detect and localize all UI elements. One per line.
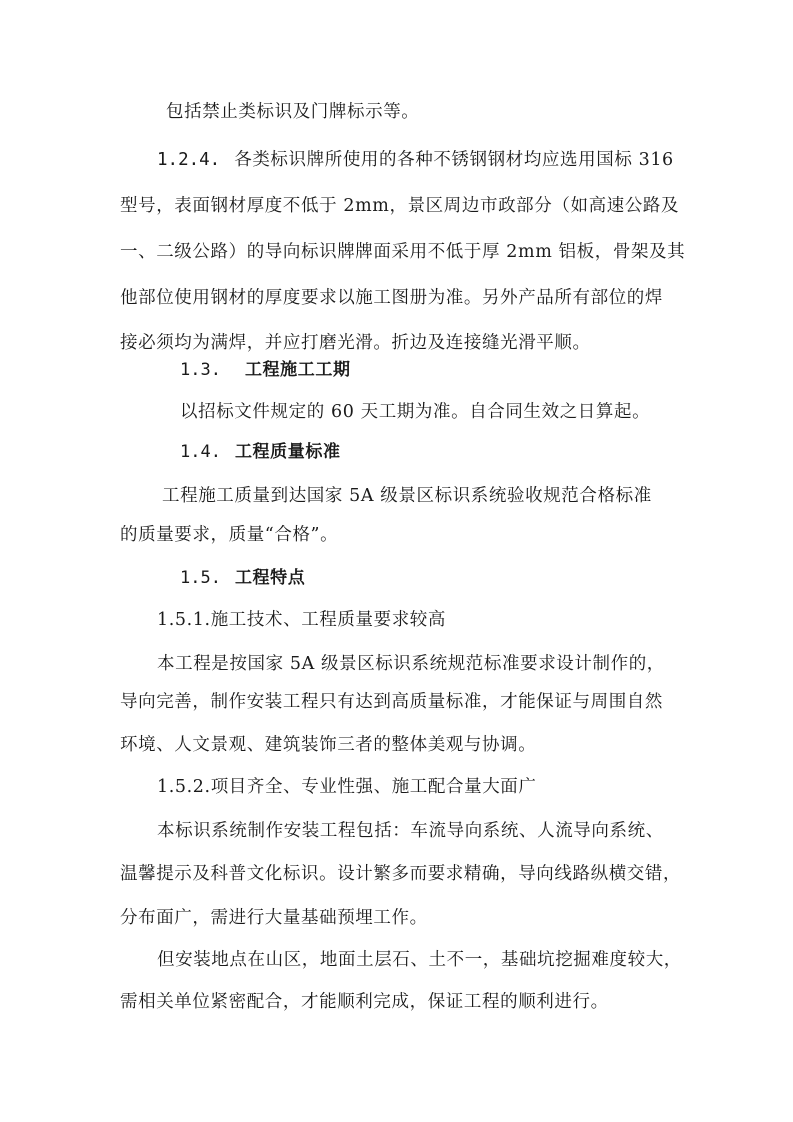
- section-1-2-4-line: 型号，表面钢材厚度不低于 2mm，景区周边市政部分（如高速公路及: [120, 196, 680, 216]
- section-number: 1.4.: [180, 442, 221, 462]
- section-1-4-heading: [180, 440, 341, 464]
- section-1-4-line: 的质量要求，质量“合格”。: [120, 525, 339, 545]
- section-text: 各类标识牌所使用的各种不锈钢钢材均应选用国标 316: [234, 150, 674, 170]
- section-number: 1.3.: [180, 360, 221, 380]
- section-1-3-body: 以招标文件规定的 60 天工期为准。自合同生效之日算起。: [180, 402, 651, 422]
- section-1-2-4-line: 一、二级公路）的导向标识牌牌面采用不低于厚 2mm 铝板，骨架及其: [120, 242, 686, 262]
- section-title: 工程质量标准: [234, 442, 341, 462]
- section-1-3-heading: [180, 358, 351, 382]
- subsection-1-5-2-heading: 1.5.2.项目齐全、专业性强、施工配合量大面广: [157, 777, 537, 797]
- section-1-2-4-line: 接必须均为满焊，并应打磨光滑。折边及连接缝光滑平顺。: [120, 333, 591, 353]
- subsection-1-5-1-heading: 1.5.1.施工技术、工程质量要求较高: [157, 610, 446, 630]
- subsection-1-5-1-line: 本工程是按国家 5A 级景区标识系统规范标准要求设计制作的，: [157, 654, 665, 674]
- subsection-1-5-2-para-2-line: 需相关单位紧密配合，才能顺利完成，保证工程的顺利进行。: [120, 992, 609, 1012]
- section-1-4-line: 工程施工质量到达国家 5A 级景区标识系统验收规范合格标准: [162, 486, 652, 506]
- section-1-5-heading: [180, 566, 305, 590]
- section-number: 1.2.4.: [157, 150, 221, 170]
- section-title: 工程施工工期: [244, 360, 351, 380]
- subsection-1-5-2-para-2-line: 但安装地点在山区，地面土层石、土不一，基础坑挖掘难度较大，: [157, 950, 682, 970]
- subsection-1-5-2-para-1-line: 分布面广，需进行大量基础预埋工作。: [120, 908, 428, 928]
- section-1-2-4-line: 他部位使用钢材的厚度要求以施工图册为准。另外产品所有部位的焊: [120, 288, 663, 308]
- subsection-1-5-2-para-1-line: 本标识系统制作安装工程包括：车流导向系统、人流导向系统、: [157, 821, 664, 841]
- section-title: 工程特点: [234, 568, 306, 588]
- subsection-1-5-1-line: 环境、人文景观、建筑装饰三者的整体美观与协调。: [120, 735, 537, 755]
- paragraph-continuation: 包括禁止类标识及门牌标示等。: [166, 102, 420, 122]
- subsection-1-5-1-line: 导向完善，制作安装工程只有达到高质量标准，才能保证与周围自然: [120, 692, 663, 712]
- subsection-1-5-2-para-1-line: 温馨提示及科普文化标识。设计繁多而要求精确，导向线路纵横交错，: [120, 864, 682, 884]
- section-number: 1.5.: [180, 568, 221, 588]
- section-1-2-4-first-line: [157, 148, 674, 172]
